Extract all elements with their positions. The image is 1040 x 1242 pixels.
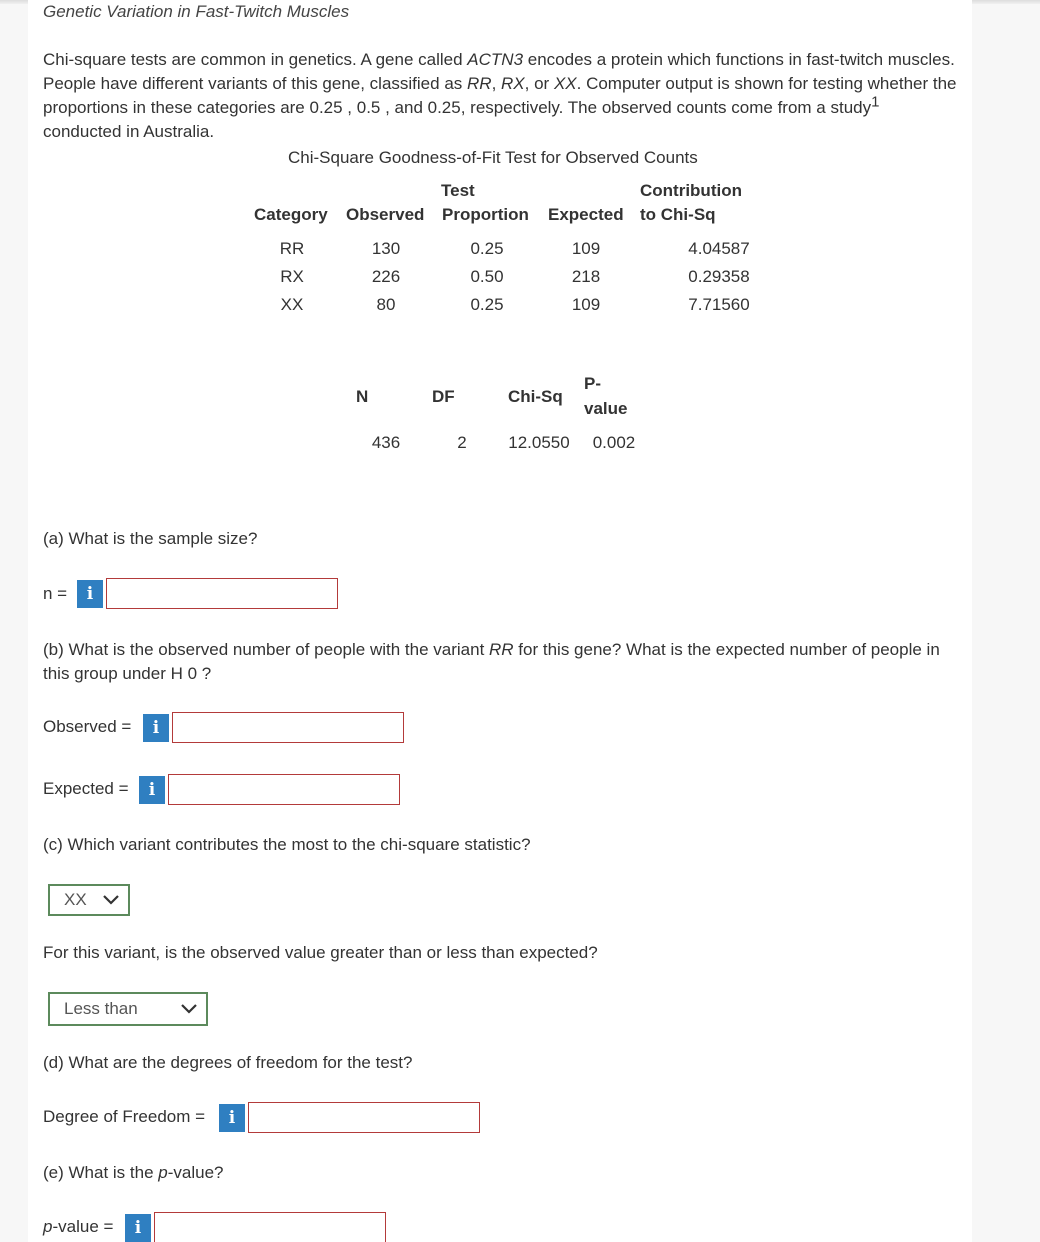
- expected-input[interactable]: [168, 774, 400, 805]
- question-a: (a) What is the sample size?: [43, 529, 258, 548]
- summary-header-p: P-: [584, 374, 601, 393]
- question-b-text-2: for this gene? What is the expected number of people in this group under H 0 ?: [43, 640, 940, 683]
- expected-label: Expected =: [43, 779, 129, 798]
- table-cell-expected: 218: [571, 267, 601, 286]
- header-test: Test: [441, 181, 475, 200]
- degrees-of-freedom-input[interactable]: [248, 1102, 480, 1133]
- intro-sep-2: , or: [524, 74, 554, 93]
- question-e-p: p: [158, 1163, 168, 1182]
- table-cell-observed: 226: [371, 267, 401, 286]
- intro-sep-1: ,: [491, 74, 502, 93]
- table-title: Chi-Square Goodness-of-Fit Test for Observed Counts: [288, 148, 698, 167]
- n-label: n =: [43, 584, 68, 603]
- header-expected: Expected: [548, 205, 624, 224]
- header-to-chisq: to Chi-Sq: [640, 205, 716, 224]
- table-cell-proportion: 0.25: [470, 239, 504, 258]
- variant-rr: RR: [467, 74, 492, 93]
- chevron-down-icon: [102, 891, 120, 909]
- table-cell-proportion: 0.50: [470, 267, 504, 286]
- variant-select-value: XX: [64, 890, 87, 909]
- summary-header-chisq: Chi-Sq: [508, 387, 563, 406]
- variant-select[interactable]: [48, 884, 130, 916]
- comparison-select-value: Less than: [64, 999, 138, 1018]
- summary-header-n: N: [356, 387, 369, 406]
- table-cell-category: RX: [280, 267, 304, 286]
- table-cell-expected: 109: [571, 295, 601, 314]
- header-contribution: Contribution: [640, 181, 742, 200]
- header-proportion: Proportion: [442, 205, 529, 224]
- question-c-followup: For this variant, is the observed value greater than or less than expected?: [43, 943, 598, 962]
- intro-text-3: . Computer output is shown for testing whether the proportions in these categories are 0.25 , 0.5 , and 0.25, respectively. The observed counts come from a study: [43, 74, 957, 117]
- header-observed: Observed: [346, 205, 425, 224]
- table-cell-expected: 109: [571, 239, 601, 258]
- gene-name: ACTN3: [467, 50, 524, 69]
- question-b-text-1: (b) What is the observed number of people with the variant: [43, 640, 490, 659]
- question-e: [43, 1163, 224, 1183]
- summary-value-p: 0.002: [592, 433, 636, 452]
- info-icon[interactable]: i: [77, 580, 103, 608]
- summary-header-df: DF: [432, 387, 455, 406]
- p-value-input[interactable]: [154, 1212, 386, 1242]
- p-value-label-p: p: [43, 1217, 53, 1236]
- chevron-down-icon: [180, 1000, 198, 1018]
- comparison-select[interactable]: [48, 992, 208, 1026]
- info-icon[interactable]: i: [139, 776, 165, 804]
- question-e-text-2: -value?: [167, 1163, 224, 1182]
- info-icon[interactable]: i: [219, 1104, 245, 1132]
- p-value-label: [43, 1217, 113, 1237]
- table-cell-contribution: 7.71560: [688, 295, 750, 314]
- intro-paragraph: [43, 48, 958, 144]
- header-category: Category: [254, 205, 328, 224]
- df-label: Degree of Freedom =: [43, 1107, 206, 1126]
- table-cell-observed: 80: [376, 295, 396, 314]
- sample-size-input[interactable]: [106, 578, 338, 609]
- variant-xx: XX: [553, 74, 577, 93]
- table-cell-contribution: 4.04587: [688, 239, 750, 258]
- intro-text-4: conducted in Australia.: [43, 122, 215, 141]
- observed-label: Observed =: [43, 717, 132, 736]
- table-cell-category: RR: [279, 239, 305, 258]
- info-icon[interactable]: i: [143, 714, 169, 742]
- problem-title: Genetic Variation in Fast-Twitch Muscles: [43, 2, 350, 21]
- intro-text-2: encodes a protein which functions in fast-twitch muscles. People have different variants of this gene, classified as: [43, 50, 955, 93]
- variant-rx: RX: [501, 74, 525, 93]
- question-c: (c) Which variant contributes the most to the chi-square statistic?: [43, 835, 531, 854]
- question-e-text-1: (e) What is the: [43, 1163, 159, 1182]
- table-cell-observed: 130: [371, 239, 401, 258]
- footnote-marker[interactable]: 1: [871, 93, 880, 111]
- summary-header-value: value: [584, 399, 628, 418]
- intro-text-1: Chi-square tests are common in genetics. A gene called: [43, 50, 468, 69]
- summary-value-n: 436: [371, 433, 401, 452]
- summary-value-chisq: 12.0550: [508, 433, 570, 452]
- observed-input[interactable]: [172, 712, 404, 743]
- table-cell-category: XX: [280, 295, 304, 314]
- table-cell-proportion: 0.25: [470, 295, 504, 314]
- question-b: [43, 638, 958, 686]
- summary-value-df: 2: [457, 433, 467, 452]
- table-cell-contribution: 0.29358: [688, 267, 750, 286]
- question-b-variant: RR: [489, 640, 514, 659]
- question-d: (d) What are the degrees of freedom for the test?: [43, 1053, 413, 1072]
- p-value-label-rest: -value =: [52, 1217, 114, 1236]
- info-icon[interactable]: i: [125, 1214, 151, 1242]
